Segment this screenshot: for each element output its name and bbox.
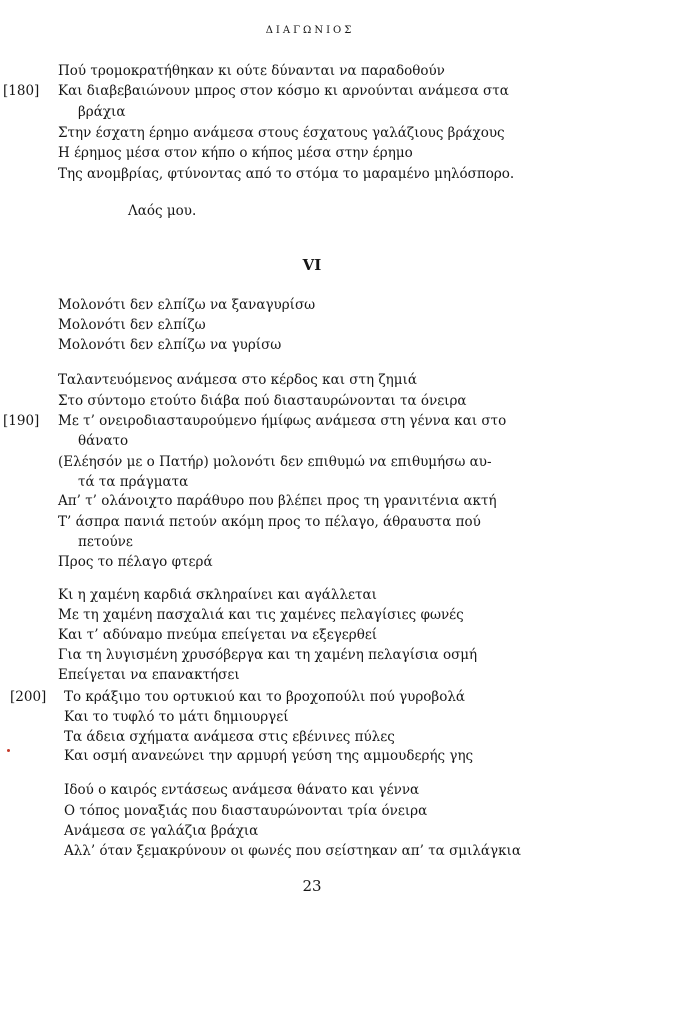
line-text: Ταλαντευόμενος ανάμεσα στο κέρδος και στη ζημιά: [58, 372, 417, 388]
poem-line: [0, 334, 693, 356]
poem-line: [0, 800, 693, 822]
poem-line: [0, 686, 693, 708]
line-text: Επείγεται να επανακτήσει: [58, 667, 240, 683]
section-number: VI: [302, 256, 322, 274]
line-text: Και το τυφλό το μάτι δημιουργεί: [64, 709, 289, 725]
ink-speck: [7, 749, 10, 752]
poem-line: [0, 779, 693, 801]
line-text: Της ανομβρίας, φτύνοντας από το στόμα το μαραμένο μηλόσπορο.: [58, 166, 515, 182]
poem-line: [0, 644, 693, 666]
poem-line: [0, 200, 693, 222]
line-text: Τα άδεια σχήματα ανάμεσα στις εβένινες πύλες: [64, 729, 395, 745]
poem-line: [0, 664, 693, 686]
poem-line: [0, 369, 693, 391]
poem-line: [0, 706, 693, 728]
line-text: Με τη χαμένη πασχαλιά και τις χαμένες πελαγίσιες φωνές: [58, 607, 464, 623]
line-text: Προς το πέλαγο φτερά: [58, 554, 213, 570]
page-number: 23: [302, 877, 322, 895]
poem-line: [0, 314, 693, 336]
poem-line: [0, 490, 693, 512]
poem-line: [0, 604, 693, 626]
poem-line: [0, 122, 693, 144]
line-text: Μολονότι δεν ελπίζω: [58, 317, 206, 333]
line-text: Και τ’ αδύναμο πνεύμα επείγεται να εξεγερθεί: [58, 627, 378, 643]
poem-line: [0, 820, 693, 842]
poem-line: [0, 745, 693, 767]
line-text: τά τα πράγματα: [78, 474, 189, 490]
poem-line: [0, 294, 693, 316]
poem-line: [0, 551, 693, 573]
line-text: Μολονότι δεν ελπίζω να γυρίσω: [58, 337, 282, 353]
poem-line: [0, 101, 693, 123]
poem-line: [0, 163, 693, 185]
poem-line: [0, 840, 693, 862]
poem-line: [0, 390, 693, 412]
line-number: [190]: [3, 413, 40, 429]
line-text: Απ’ τ’ ολάνοιχτο παράθυρο που βλέπει προς τη γρανιτένια ακτή: [58, 493, 497, 509]
line-text: θάνατο: [78, 433, 129, 449]
poem-line: [0, 511, 693, 533]
poem-line: [0, 531, 693, 553]
line-text: Πού τρομοκρατήθηκαν κι ούτε δύνανται να παραδοθούν: [58, 63, 445, 79]
line-text: Μολονότι δεν ελπίζω να ξαναγυρίσω: [58, 297, 316, 313]
poem-line: [0, 451, 693, 473]
poem-line: [0, 584, 693, 606]
line-text: Κι η χαμένη καρδιά σκληραίνει και αγάλλεται: [58, 587, 377, 603]
poem-line: [0, 624, 693, 646]
line-text: πετούνε: [78, 534, 133, 550]
line-text: (Ελέησόν με ο Πατήρ) μολονότι δεν επιθυμώ να επιθυμήσω αυ-: [58, 454, 492, 470]
poem-line: [0, 80, 693, 102]
line-text: Λαός μου.: [128, 203, 197, 219]
line-text: Στην έσχατη έρημο ανάμεσα στους έσχατους γαλάζιους βράχους: [58, 125, 505, 141]
poem-line: [0, 142, 693, 164]
line-text: Αλλ’ όταν ξεμακρύνουν οι φωνές που σείστηκαν απ’ τα σμιλάγκια: [64, 843, 521, 859]
line-text: Στο σύντομο ετούτο διάβα πού διασταυρώνονται τα όνειρα: [58, 393, 467, 409]
line-text: βράχια: [78, 104, 126, 120]
line-text: Ανάμεσα σε γαλάζια βράχια: [64, 823, 259, 839]
line-text: Για τη λυγισμένη χρυσόβεργα και τη χαμένη πελαγίσια οσμή: [58, 647, 478, 663]
poem-line: [0, 430, 693, 452]
line-text: Και οσμή ανανεώνει την αρμυρή γεύση της αμμουδερής γης: [64, 748, 474, 764]
line-text: Η έρημος μέσα στον κήπο ο κήπος μέσα στην έρημο: [58, 145, 413, 161]
line-text: Και διαβεβαιώνουν μπρος στον κόσμο κι αρνούνται ανάμεσα στα: [58, 83, 509, 99]
line-text: Ο τόπος μοναξιάς που διασταυρώνονται τρία όνειρα: [64, 803, 428, 819]
line-text: Ιδού ο καιρός εντάσεως ανάμεσα θάνατο και γέννα: [64, 782, 420, 798]
line-number: [180]: [3, 83, 40, 99]
line-text: Τ’ άσπρα πανιά πετούν ακόμη προς το πέλαγο, άθραυστα πού: [58, 514, 481, 530]
line-text: Με τ’ ονειροδιασταυρούμενο ήμίφως ανάμεσα στη γέννα και στο: [58, 413, 507, 429]
running-head: ΔΙΑΓΩΝΙΟΣ: [265, 25, 355, 36]
poem-line: [0, 60, 693, 82]
line-text: Το κράξιμο του ορτυκιού και το βροχοπούλι πού γυροβολά: [64, 689, 466, 705]
line-number: [200]: [10, 689, 47, 705]
poem-line: [0, 410, 693, 432]
